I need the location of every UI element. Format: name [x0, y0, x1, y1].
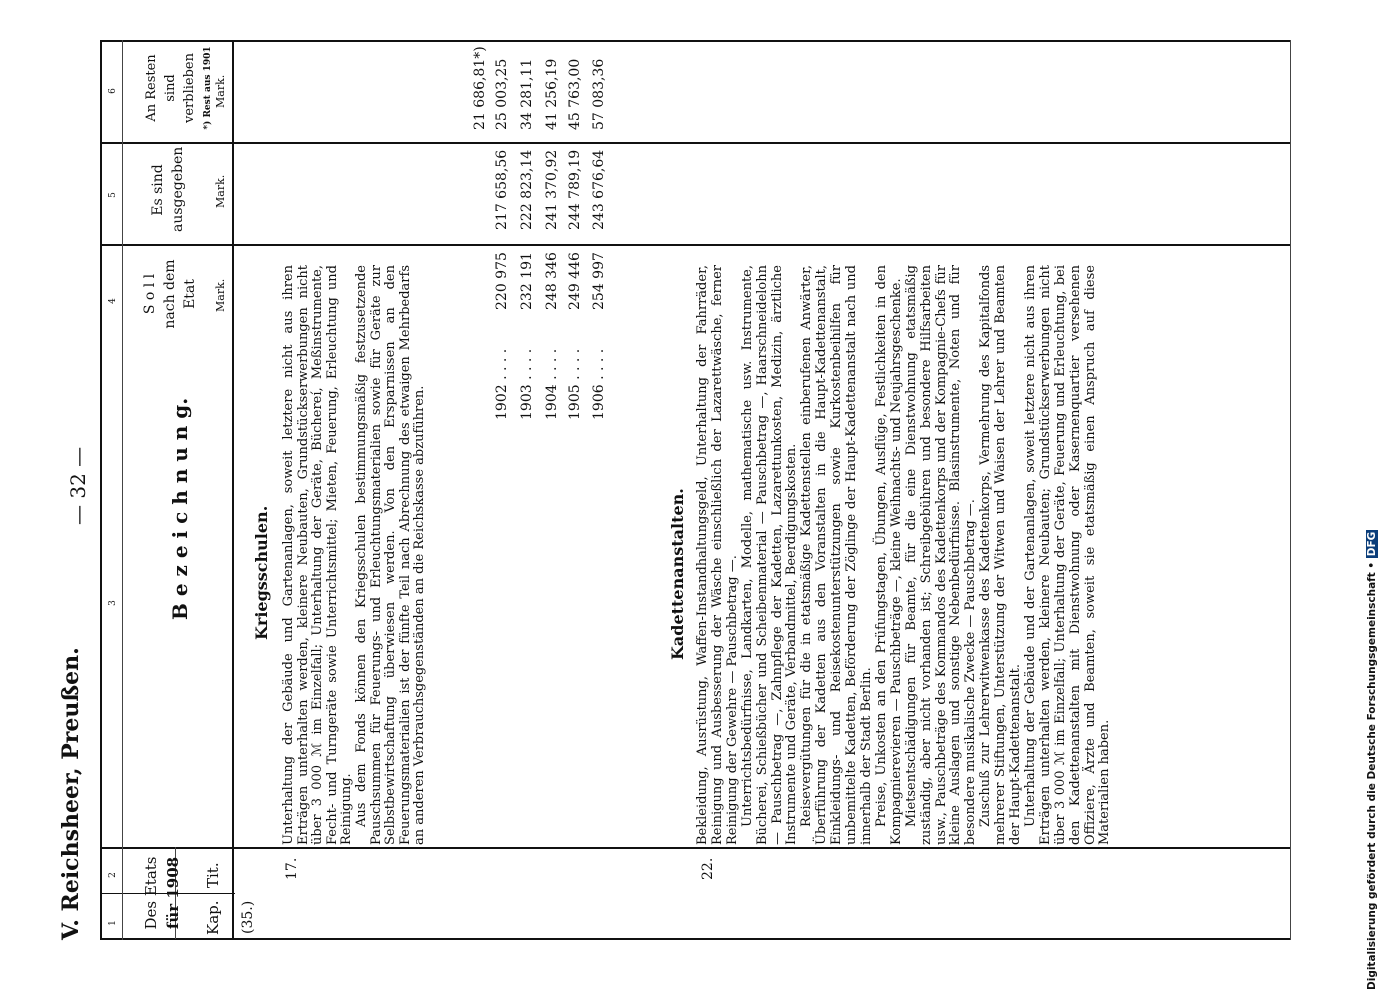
kadetten-para-1: Bekleidung, Ausrüstung, Waffen-Instandhaltungsgeld, Unterhaltung der Fahrräder, Reinigung und Ausbesserung der Wäsche einschließlich der Lazarettwäsche, ferner Reinigung der Gewehre — Pauschbetrag —. — [695, 265, 740, 845]
soll-1904: 248 346 — [544, 252, 560, 310]
ausgegeben-1904: 241 370,92 — [544, 149, 560, 230]
ausgegeben-1903: 222 823,14 — [519, 149, 535, 230]
kadetten-para-4: Preise, Unkosten an den Prüfungstagen, Übungen, Ausflüge, Festlichkeiten in den Kompagnierevieren — Pauschbeträge —, kleine Weihnachts- und Neujahrsgeschenke. — [873, 265, 904, 845]
section-body-kriegsschulen — [282, 265, 428, 845]
col6-header — [142, 40, 218, 136]
ausgegeben-1905: 244 789,19 — [567, 149, 583, 230]
col4-l3: Etat — [182, 279, 198, 309]
kapitel-number: (35.) — [240, 900, 256, 934]
colnum-3-v: 3 — [107, 600, 118, 606]
rule-bottom — [1290, 40, 1291, 940]
year-row-1904: 1904 . . . . — [544, 348, 560, 420]
rest-1901: 21 686,81*) — [472, 46, 488, 130]
colnum-4-v: 4 — [107, 298, 118, 304]
col12-header-l1: Des Etats — [142, 856, 160, 930]
col5-unit: Mark. — [214, 174, 227, 208]
kadetten-para-2: Unterrichtsbedürfnisse, Landkarten, Modelle, mathematische usw. Instrumente, Bücherei, Schießbücher und Scheibenmaterial — Pauschbetrag —, Haarschneidelohn — Pauschbetrag —, Zahnpflege der Kadetten, Lazarettunkosten, Medizin, ärztliche Instrumente und Geräte, Verbandmittel, Beerdigungskosten. — [739, 265, 800, 845]
reste-1902: 25 003,25 — [494, 58, 510, 130]
rule-left — [100, 938, 1290, 940]
rule-header-bottom — [232, 40, 234, 940]
reste-1905: 45 763,00 — [567, 58, 583, 130]
ausgegeben-1906: 243 676,64 — [591, 149, 607, 230]
rule-colnum-row — [122, 40, 123, 940]
col6-l1: An Resten — [144, 54, 159, 122]
section-title-kadettenanstalten: Kadettenanstalten. — [668, 488, 687, 660]
col5-l2: ausgegeben — [170, 146, 186, 232]
colnum-5-v: 5 — [107, 192, 118, 198]
soll-1905: 249 446 — [567, 252, 583, 310]
titel-22: 22. — [700, 857, 716, 880]
col6-note: *) Rest aus 1901 — [203, 46, 213, 130]
soll-1903: 232 191 — [519, 252, 535, 310]
reste-1904: 41 256,19 — [544, 58, 560, 130]
kriegsschulen-para-2: Aus dem Fonds können den Kriegsschulen bestimmungsmäßig festzusetzende Pauschsummen für Feuerungs- und Erleuchtungsmaterialien sowie für Geräte zur Selbstbewirtschaftung überwiesen werden. Von den Ersparnissen an den Feuerungsmaterialien ist der fünfte Teil nach Abrechnung des etwaigen Mehrbedarfs an anderen Verbrauchsgegenständen an die Reichskasse abzuführen. — [353, 265, 428, 845]
kadetten-para-6: Zuschuß zur Lehrerwitwenkasse des Kadettenkorps, Vermehrung des Kapitalfonds mehrerer Stiftungen, Unterstützung der Witwen und Waisen der Lehrer und Beamten der Haupt-Kadettenanstalt. — [978, 265, 1024, 845]
reste-1906: 57 083,36 — [591, 58, 607, 130]
col4-header — [140, 252, 200, 336]
dfg-credit — [1366, 530, 1378, 990]
year-row-1906: 1906 . . . . — [591, 348, 607, 420]
rule-top — [100, 40, 102, 940]
rule-col3-col4 — [100, 244, 1290, 246]
col12-header-l2: für 1908 — [164, 856, 182, 930]
col4-l1: S o l l — [142, 273, 158, 315]
rule-col5-col6 — [100, 142, 1290, 144]
section-title-kriegsschulen: Kriegsschulen. — [252, 505, 271, 640]
kadetten-para-3: Reisevergütungen für die in etatsmäßige Kadettenstellen einberufenen Anwärter, Überführung der Kadetten aus den Voranstalten in die Haupt-Kadettenanstalt, Einkleidungs- und Reisekostenunterstützungen sowie Kurkostenbeihilfen für unbemittelte Kadetten, Beförderung der Zöglinge der Haupt-Kadettenanstalt nach und innerhalb der Stadt Berlin. — [799, 265, 874, 845]
col5-header — [148, 148, 188, 232]
col3-header: B e z e i c h n u n g. — [168, 397, 192, 620]
rule-col2-col3 — [100, 847, 1290, 849]
soll-1906: 254 997 — [591, 252, 607, 310]
year-row-1902: 1902 . . . . — [494, 348, 510, 420]
section-body-kadettenanstalten — [696, 265, 1113, 845]
col6-l2: sind verblieben — [163, 53, 197, 123]
page-number-vertical: — 32 — — [66, 446, 90, 525]
colnum-1-v: 1 — [107, 920, 118, 926]
kadetten-para-7: Unterhaltung der Gebäude und der Gartenanlagen, soweit letztere nicht aus ihren Erträgen unterhalten werden, kleinere Neubauten; Grundstückserwerbungen nicht über 3 000 ℳ im Einzelfall; Unterhaltung der Geräte, Feuerung und Erleuchtung, bei den Kadettenanstalten mit Dienstwohnung oder Kasernenquartier versehenen Offiziere, Ärzte und Beamten, soweit sie etatsmäßig einen Anspruch auf diese Materialien haben. — [1022, 265, 1113, 845]
reste-1903: 34 281,11 — [519, 58, 535, 130]
col6-unit: Mark. — [214, 74, 227, 108]
titel-17: 17. — [284, 857, 300, 880]
colnum-2-v: 2 — [107, 872, 118, 878]
col12-header-v — [140, 850, 184, 936]
year-row-1905: 1905 . . . . — [567, 348, 583, 420]
col4-l2: nach dem — [162, 259, 178, 329]
header-title-vertical: V. Reichsheer, Preußen. — [58, 647, 84, 940]
col1-kap: Kap. — [204, 900, 222, 935]
kadetten-para-5: Mietsentschädigungen für Beamte, für die eine Dienstwohnung etatsmäßig zuständig, aber nicht vorhanden ist; Schreibgebühren und besondere Hilfsarbeiten usw., Pauschbeträge des Kommandos des Kadettenkorps und der Kompagnie-Chefs für kleine Auslagen und sonstige Nebenbedürfnisse. Blasinstrumente, Noten und für besondere musikalische Zwecke — Pauschbetrag —. — [903, 265, 979, 845]
col4-unit: Mark. — [214, 278, 227, 312]
kriegsschulen-para-1: Unterhaltung der Gebäude und Gartenanlagen, soweit letztere nicht aus ihren Erträgen unterhalten werden, kleinere Neubauten, Grundstückserwerbungen nicht über 3 000 ℳ im Einzelfall; Unterhaltung der Geräte, Büchereí, Meßinstrumente, Fecht- und Turngeräte sowie Unterrichtsmittel; Mieten, Feuerung, Erleuchtung und Reinigung. — [281, 265, 355, 845]
year-row-1903: 1903 . . . . — [519, 348, 535, 420]
dfg-logo: DFG — [1366, 531, 1378, 557]
dfg-credit-text: Digitalisierung gefördert durch die Deutsche Forschungsgemeinschaft • — [1366, 561, 1378, 990]
ausgegeben-1902: 217 658,56 — [494, 149, 510, 230]
rule-right — [100, 40, 1290, 42]
soll-1902: 220 975 — [494, 252, 510, 310]
colnum-6-v: 6 — [107, 88, 118, 94]
col2-tit: Tit. — [204, 862, 222, 888]
col5-l1: Es sind — [150, 164, 166, 216]
